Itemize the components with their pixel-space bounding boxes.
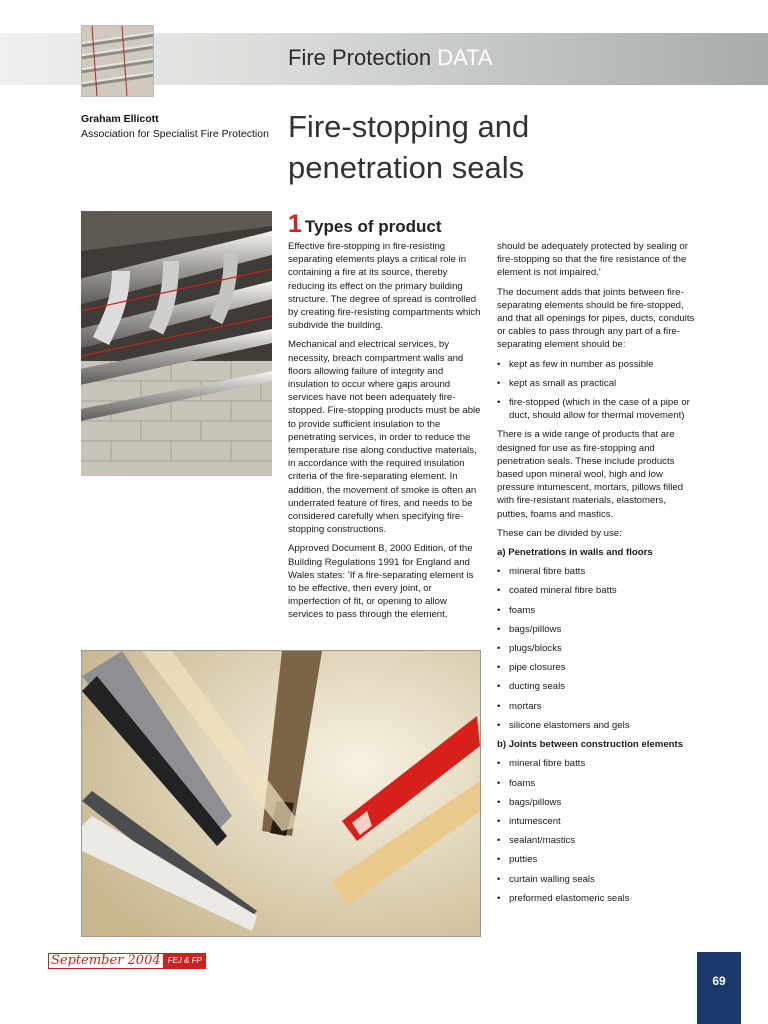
paragraph: There is a wide range of products that are designed for use as fire-stopping and penetration seals. These include products based upon mineral wool, high and low pressure intumescent, mortars, pillows filled with fire-resistant materials, elastomers, putties, foams and mastics. <box>497 429 684 520</box>
seal-strips-photo <box>81 650 481 937</box>
list-b <box>497 757 695 905</box>
section-heading <box>288 210 442 239</box>
list-item: • preformed elastomeric seals <box>497 892 695 905</box>
list-item: • intumescent <box>497 815 695 828</box>
list-item: • mortars <box>497 700 695 713</box>
list-item: • bags/pillows <box>497 796 695 809</box>
paragraph: Effective fire-stopping in fire-resisting separating elements plays a critical role in containing a fire at its source, thereby reducing its effect on the primary building structure. The degree of spread is controlled by creating fire-resisting compartments which subdivide the building. <box>288 241 481 332</box>
list-item: • kept as small as practical <box>497 377 695 390</box>
list-item: • silicone elastomers and gels <box>497 719 695 732</box>
list-item: • kept as few in number as possible <box>497 358 695 371</box>
list-item: • putties <box>497 853 695 866</box>
article-title-line2: penetration seals <box>288 150 525 185</box>
footer-issue <box>48 953 206 969</box>
list-item: • bags/pillows <box>497 623 695 636</box>
list-item: • fire-stopped (which in the case of a pipe or duct, should allow for thermal movement) <box>497 396 695 422</box>
list-item: • sealant/mastics <box>497 834 695 847</box>
pipes-photo <box>81 211 272 476</box>
page-number: 69 <box>712 974 726 988</box>
requirements-list <box>497 358 695 423</box>
paragraph: Mechanical and electrical services, by necessity, breach compartment walls and floors allowing failure of integrity and insulation to occur where gaps around services have not been adequately fire-stopped. Fire-stopping products must be able to provide sufficient insulation to the penetrating services, in order to reduce the temperature rise along conductive materials, in accordance with the required insulation criteria of the fire-separating element. In addition, the movement of smoke is often an underrated feature of fires, and needs to be considered carefully when specifying fire-stopping constructions. <box>288 339 481 536</box>
body-column-2 <box>497 240 695 911</box>
subheading-b: b) Joints between construction elements <box>497 739 684 751</box>
paragraph: The document adds that joints between fire-separating elements should be fire-stopped, and that all openings for pipes, ducts, conduits or cables to pass through any part of a fire-separating element should be: <box>497 286 695 351</box>
header-title-main: Fire Protection <box>288 45 432 70</box>
header-title-accent: DATA <box>437 45 493 70</box>
list-item: • foams <box>497 777 695 790</box>
list-item: • coated mineral fibre batts <box>497 584 695 597</box>
header-title <box>288 45 493 71</box>
list-item: • curtain walling seals <box>497 873 695 886</box>
paragraph: These can be divided by use: <box>497 527 622 539</box>
list-item: • pipe closures <box>497 661 695 674</box>
author-name: Graham Ellicott <box>81 113 159 125</box>
paragraph: should be adequately protected by sealing or fire-stopping so that the fire resistance of the element is not impaired.' <box>497 241 688 279</box>
list-item: • ducting seals <box>497 680 695 693</box>
section-title: Types of product <box>304 217 442 236</box>
footer-magazine: FEJ & FP <box>164 953 206 969</box>
body-column-1 <box>288 240 483 628</box>
paragraph: Approved Document B, 2000 Edition, of the Building Regulations 1991 for England and Wales states: 'If a fire-separating element is to be effective, then every joint, or imperfection of fit, or opening to allow services to pass through the element, <box>288 543 474 621</box>
subheading-a: a) Penetrations in walls and floors <box>497 547 653 559</box>
list-item: • mineral fibre batts <box>497 565 695 578</box>
list-item: • plugs/blocks <box>497 642 695 655</box>
page-number-tab <box>697 952 741 1024</box>
list-item: • mineral fibre batts <box>497 757 695 770</box>
list-item: • foams <box>497 604 695 617</box>
author-organisation: Association for Specialist Fire Protection <box>81 128 269 140</box>
section-number: 1 <box>288 210 302 238</box>
list-a <box>497 565 695 732</box>
article-title-line1: Fire-stopping and <box>288 109 530 144</box>
article-title <box>288 106 708 188</box>
footer-date: September 2004 <box>48 953 164 969</box>
header-thumbnail-image <box>81 25 154 97</box>
